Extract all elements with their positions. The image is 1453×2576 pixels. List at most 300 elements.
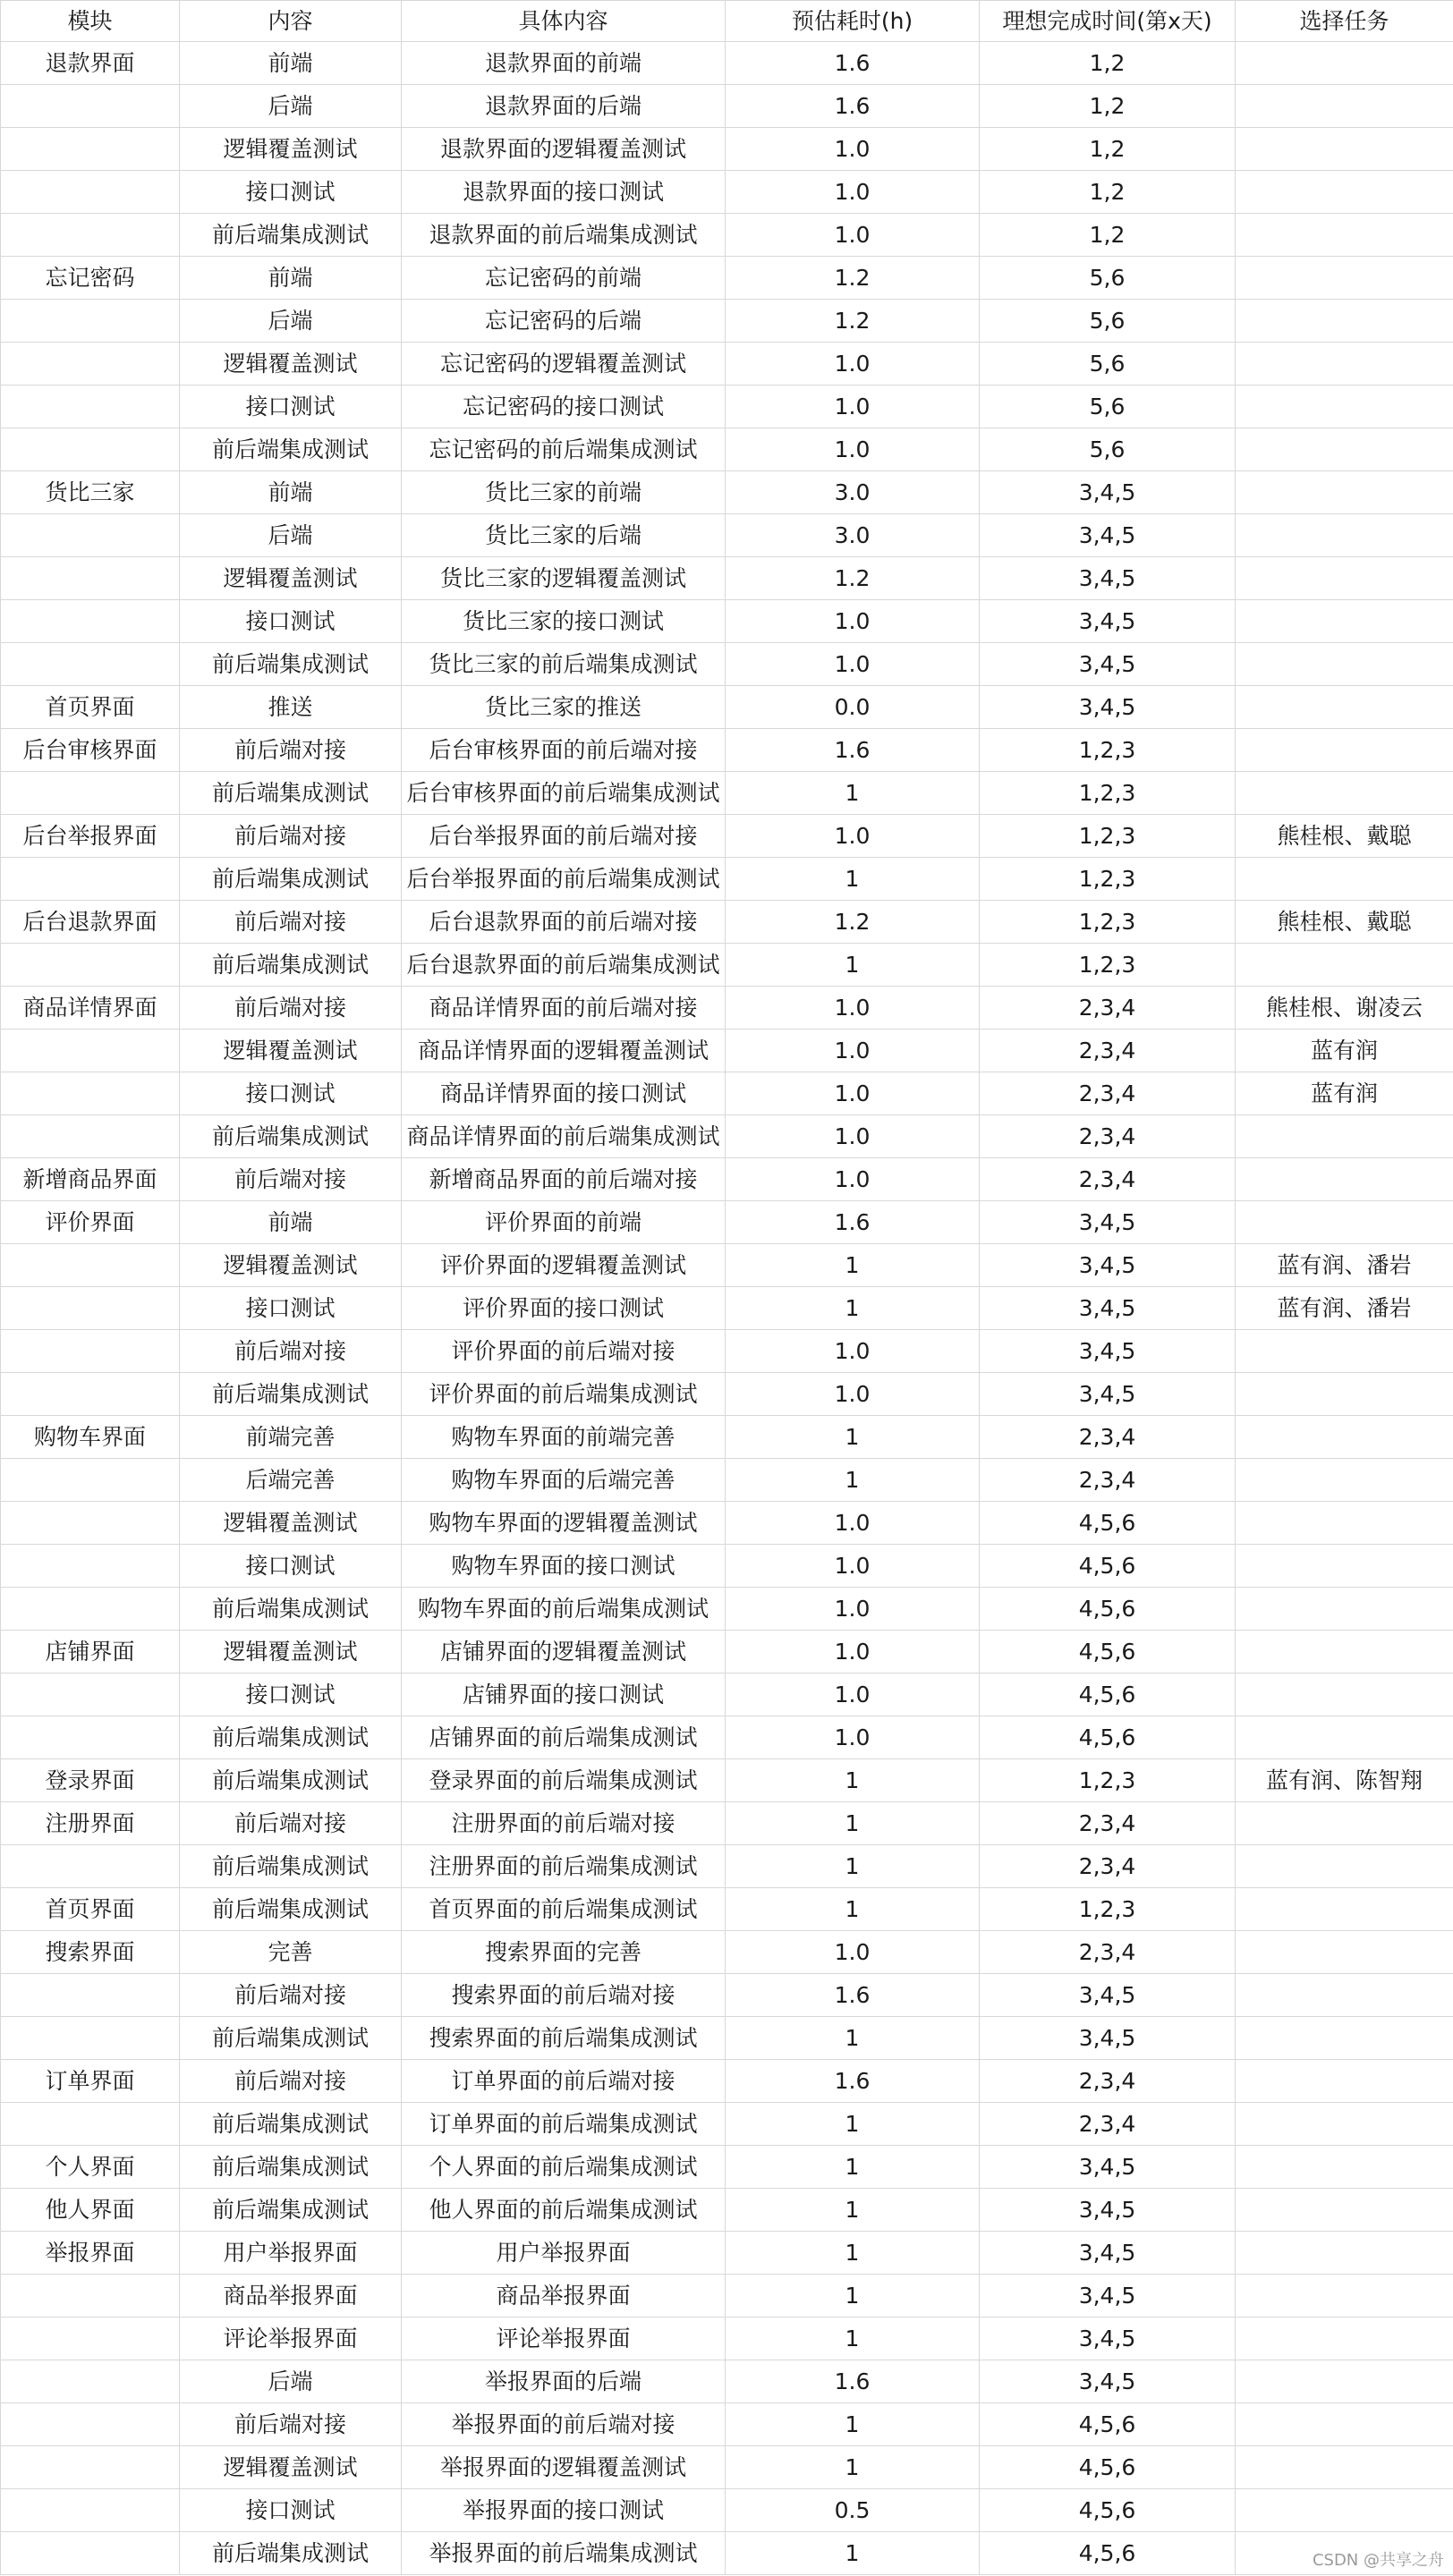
cell-assignees[interactable] xyxy=(1236,2103,1453,2146)
cell-estimated-hours[interactable]: 1.0 xyxy=(726,1072,980,1115)
cell-assignees[interactable] xyxy=(1236,1545,1453,1588)
cell-detail[interactable]: 搜索界面的完善 xyxy=(402,1931,726,1974)
cell-assignees[interactable] xyxy=(1236,471,1453,514)
cell-assignees[interactable] xyxy=(1236,1674,1453,1716)
cell-module[interactable]: 后台举报界面 xyxy=(1,815,180,858)
cell-assignees[interactable] xyxy=(1236,2060,1453,2103)
cell-module[interactable] xyxy=(1,557,180,600)
cell-module[interactable] xyxy=(1,858,180,901)
cell-target-days[interactable]: 1,2,3 xyxy=(980,815,1236,858)
cell-module[interactable] xyxy=(1,2275,180,2318)
cell-target-days[interactable]: 5,6 xyxy=(980,257,1236,300)
cell-estimated-hours[interactable]: 1.0 xyxy=(726,1373,980,1416)
cell-assignees[interactable] xyxy=(1236,300,1453,343)
cell-module[interactable]: 他人界面 xyxy=(1,2189,180,2232)
cell-detail[interactable]: 店铺界面的逻辑覆盖测试 xyxy=(402,1631,726,1674)
cell-assignees[interactable] xyxy=(1236,1802,1453,1845)
cell-estimated-hours[interactable]: 1 xyxy=(726,2189,980,2232)
cell-content[interactable]: 前端完善 xyxy=(180,1416,402,1459)
cell-estimated-hours[interactable]: 1.0 xyxy=(726,1502,980,1545)
cell-detail[interactable]: 商品详情界面的逻辑覆盖测试 xyxy=(402,1030,726,1072)
cell-estimated-hours[interactable]: 1.2 xyxy=(726,901,980,944)
cell-estimated-hours[interactable]: 1.6 xyxy=(726,1974,980,2017)
cell-module[interactable] xyxy=(1,300,180,343)
cell-content[interactable]: 接口测试 xyxy=(180,386,402,428)
cell-detail[interactable]: 购物车界面的前后端集成测试 xyxy=(402,1588,726,1631)
cell-content[interactable]: 前后端集成测试 xyxy=(180,1373,402,1416)
cell-content[interactable]: 商品举报界面 xyxy=(180,2275,402,2318)
cell-assignees[interactable] xyxy=(1236,1631,1453,1674)
cell-detail[interactable]: 忘记密码的前端 xyxy=(402,257,726,300)
cell-detail[interactable]: 评价界面的前后端集成测试 xyxy=(402,1373,726,1416)
cell-module[interactable] xyxy=(1,1072,180,1115)
cell-content[interactable]: 前端 xyxy=(180,257,402,300)
cell-content[interactable]: 接口测试 xyxy=(180,1287,402,1330)
cell-detail[interactable]: 评论举报界面 xyxy=(402,2318,726,2360)
cell-assignees[interactable] xyxy=(1236,214,1453,257)
cell-module[interactable]: 退款界面 xyxy=(1,42,180,85)
cell-estimated-hours[interactable]: 1.0 xyxy=(726,815,980,858)
cell-module[interactable] xyxy=(1,2360,180,2403)
cell-detail[interactable]: 购物车界面的接口测试 xyxy=(402,1545,726,1588)
cell-estimated-hours[interactable]: 1.0 xyxy=(726,1931,980,1974)
cell-detail[interactable]: 注册界面的前后端对接 xyxy=(402,1802,726,1845)
cell-target-days[interactable]: 4,5,6 xyxy=(980,1545,1236,1588)
cell-target-days[interactable]: 1,2,3 xyxy=(980,1759,1236,1802)
cell-content[interactable]: 前后端集成测试 xyxy=(180,772,402,815)
cell-estimated-hours[interactable]: 1.0 xyxy=(726,1115,980,1158)
cell-estimated-hours[interactable]: 1.0 xyxy=(726,171,980,214)
cell-detail[interactable]: 他人界面的前后端集成测试 xyxy=(402,2189,726,2232)
cell-assignees[interactable] xyxy=(1236,643,1453,686)
cell-estimated-hours[interactable]: 1.0 xyxy=(726,386,980,428)
cell-content[interactable]: 后端 xyxy=(180,2360,402,2403)
cell-assignees[interactable] xyxy=(1236,2189,1453,2232)
cell-target-days[interactable]: 3,4,5 xyxy=(980,2017,1236,2060)
cell-detail[interactable]: 搜索界面的前后端集成测试 xyxy=(402,2017,726,2060)
cell-content[interactable]: 逻辑覆盖测试 xyxy=(180,557,402,600)
cell-estimated-hours[interactable]: 1.0 xyxy=(726,428,980,471)
cell-estimated-hours[interactable]: 1 xyxy=(726,2403,980,2446)
cell-estimated-hours[interactable]: 1 xyxy=(726,1802,980,1845)
cell-assignees[interactable] xyxy=(1236,428,1453,471)
cell-estimated-hours[interactable]: 1.6 xyxy=(726,2060,980,2103)
cell-assignees[interactable] xyxy=(1236,1201,1453,1244)
cell-module[interactable] xyxy=(1,2103,180,2146)
cell-content[interactable]: 前后端集成测试 xyxy=(180,944,402,987)
cell-target-days[interactable]: 1,2 xyxy=(980,128,1236,171)
cell-estimated-hours[interactable]: 1.6 xyxy=(726,1201,980,1244)
cell-module[interactable]: 首页界面 xyxy=(1,686,180,729)
cell-estimated-hours[interactable]: 1 xyxy=(726,2232,980,2275)
cell-target-days[interactable]: 3,4,5 xyxy=(980,1287,1236,1330)
cell-target-days[interactable]: 1,2,3 xyxy=(980,772,1236,815)
cell-target-days[interactable]: 2,3,4 xyxy=(980,987,1236,1030)
cell-detail[interactable]: 退款界面的接口测试 xyxy=(402,171,726,214)
cell-module[interactable]: 商品详情界面 xyxy=(1,987,180,1030)
cell-assignees[interactable] xyxy=(1236,1502,1453,1545)
cell-detail[interactable]: 货比三家的后端 xyxy=(402,514,726,557)
cell-module[interactable]: 忘记密码 xyxy=(1,257,180,300)
cell-assignees[interactable] xyxy=(1236,1716,1453,1759)
cell-content[interactable]: 前后端集成测试 xyxy=(180,1845,402,1888)
cell-module[interactable] xyxy=(1,1674,180,1716)
cell-assignees[interactable] xyxy=(1236,1158,1453,1201)
cell-estimated-hours[interactable]: 1.6 xyxy=(726,42,980,85)
cell-assignees[interactable] xyxy=(1236,514,1453,557)
cell-estimated-hours[interactable]: 1.0 xyxy=(726,343,980,386)
cell-assignees[interactable] xyxy=(1236,2446,1453,2489)
cell-target-days[interactable]: 5,6 xyxy=(980,428,1236,471)
cell-target-days[interactable]: 2,3,4 xyxy=(980,1115,1236,1158)
cell-content[interactable]: 前后端对接 xyxy=(180,1802,402,1845)
cell-assignees[interactable] xyxy=(1236,1931,1453,1974)
cell-module[interactable] xyxy=(1,1030,180,1072)
cell-assignees[interactable] xyxy=(1236,1459,1453,1502)
cell-detail[interactable]: 忘记密码的前后端集成测试 xyxy=(402,428,726,471)
cell-module[interactable]: 新增商品界面 xyxy=(1,1158,180,1201)
cell-module[interactable] xyxy=(1,2318,180,2360)
cell-target-days[interactable]: 2,3,4 xyxy=(980,1158,1236,1201)
cell-detail[interactable]: 退款界面的后端 xyxy=(402,85,726,128)
cell-assignees[interactable]: 熊桂根、谢凌云 xyxy=(1236,987,1453,1030)
cell-target-days[interactable]: 2,3,4 xyxy=(980,2060,1236,2103)
cell-module[interactable] xyxy=(1,2532,180,2575)
cell-assignees[interactable] xyxy=(1236,1115,1453,1158)
cell-content[interactable]: 逻辑覆盖测试 xyxy=(180,1030,402,1072)
cell-detail[interactable]: 评价界面的前后端对接 xyxy=(402,1330,726,1373)
cell-detail[interactable]: 购物车界面的逻辑覆盖测试 xyxy=(402,1502,726,1545)
cell-estimated-hours[interactable]: 1.0 xyxy=(726,1330,980,1373)
cell-module[interactable]: 登录界面 xyxy=(1,1759,180,1802)
cell-target-days[interactable]: 3,4,5 xyxy=(980,1330,1236,1373)
cell-target-days[interactable]: 2,3,4 xyxy=(980,1072,1236,1115)
cell-target-days[interactable]: 3,4,5 xyxy=(980,600,1236,643)
cell-target-days[interactable]: 4,5,6 xyxy=(980,1674,1236,1716)
cell-estimated-hours[interactable]: 1 xyxy=(726,1244,980,1287)
cell-estimated-hours[interactable]: 1 xyxy=(726,944,980,987)
cell-detail[interactable]: 商品详情界面的前后端对接 xyxy=(402,987,726,1030)
cell-module[interactable]: 后台审核界面 xyxy=(1,729,180,772)
cell-content[interactable]: 前端 xyxy=(180,1201,402,1244)
cell-target-days[interactable]: 4,5,6 xyxy=(980,2446,1236,2489)
cell-module[interactable] xyxy=(1,2017,180,2060)
cell-module[interactable] xyxy=(1,1588,180,1631)
cell-module[interactable] xyxy=(1,1845,180,1888)
cell-estimated-hours[interactable]: 1.0 xyxy=(726,600,980,643)
cell-assignees[interactable] xyxy=(1236,600,1453,643)
cell-estimated-hours[interactable]: 3.0 xyxy=(726,514,980,557)
cell-module[interactable]: 注册界面 xyxy=(1,1802,180,1845)
cell-target-days[interactable]: 1,2,3 xyxy=(980,1888,1236,1931)
cell-detail[interactable]: 商品举报界面 xyxy=(402,2275,726,2318)
cell-target-days[interactable]: 2,3,4 xyxy=(980,1416,1236,1459)
cell-module[interactable] xyxy=(1,1244,180,1287)
cell-estimated-hours[interactable]: 1.0 xyxy=(726,214,980,257)
cell-module[interactable]: 后台退款界面 xyxy=(1,901,180,944)
cell-content[interactable]: 前端 xyxy=(180,471,402,514)
cell-target-days[interactable]: 3,4,5 xyxy=(980,1201,1236,1244)
cell-assignees[interactable] xyxy=(1236,2275,1453,2318)
cell-estimated-hours[interactable]: 1 xyxy=(726,858,980,901)
cell-content[interactable]: 后端 xyxy=(180,85,402,128)
cell-detail[interactable]: 购物车界面的前端完善 xyxy=(402,1416,726,1459)
cell-content[interactable]: 前后端集成测试 xyxy=(180,214,402,257)
cell-target-days[interactable]: 1,2 xyxy=(980,171,1236,214)
cell-target-days[interactable]: 2,3,4 xyxy=(980,1802,1236,1845)
cell-estimated-hours[interactable]: 1.0 xyxy=(726,643,980,686)
cell-assignees[interactable]: 蓝有润、潘岩 xyxy=(1236,1244,1453,1287)
cell-detail[interactable]: 举报界面的接口测试 xyxy=(402,2489,726,2532)
cell-detail[interactable]: 后台举报界面的前后端对接 xyxy=(402,815,726,858)
cell-detail[interactable]: 货比三家的前后端集成测试 xyxy=(402,643,726,686)
cell-content[interactable]: 前后端集成测试 xyxy=(180,428,402,471)
cell-target-days[interactable]: 4,5,6 xyxy=(980,2403,1236,2446)
cell-module[interactable] xyxy=(1,1115,180,1158)
cell-detail[interactable]: 新增商品界面的前后端对接 xyxy=(402,1158,726,1201)
cell-estimated-hours[interactable]: 0.5 xyxy=(726,2489,980,2532)
cell-content[interactable]: 前后端集成测试 xyxy=(180,1888,402,1931)
cell-assignees[interactable] xyxy=(1236,1888,1453,1931)
cell-assignees[interactable] xyxy=(1236,343,1453,386)
cell-content[interactable]: 前后端对接 xyxy=(180,1330,402,1373)
cell-content[interactable]: 前后端集成测试 xyxy=(180,1588,402,1631)
cell-detail[interactable]: 登录界面的前后端集成测试 xyxy=(402,1759,726,1802)
cell-target-days[interactable]: 5,6 xyxy=(980,386,1236,428)
cell-estimated-hours[interactable]: 1 xyxy=(726,1287,980,1330)
cell-target-days[interactable]: 3,4,5 xyxy=(980,643,1236,686)
cell-assignees[interactable]: 蓝有润 xyxy=(1236,1072,1453,1115)
cell-detail[interactable]: 退款界面的逻辑覆盖测试 xyxy=(402,128,726,171)
cell-detail[interactable]: 订单界面的前后端集成测试 xyxy=(402,2103,726,2146)
cell-content[interactable]: 逻辑覆盖测试 xyxy=(180,2446,402,2489)
cell-estimated-hours[interactable]: 1 xyxy=(726,1416,980,1459)
cell-target-days[interactable]: 4,5,6 xyxy=(980,1588,1236,1631)
cell-content[interactable]: 前后端集成测试 xyxy=(180,858,402,901)
cell-assignees[interactable] xyxy=(1236,2403,1453,2446)
cell-estimated-hours[interactable]: 1 xyxy=(726,1459,980,1502)
cell-estimated-hours[interactable]: 1 xyxy=(726,772,980,815)
cell-target-days[interactable]: 3,4,5 xyxy=(980,2318,1236,2360)
cell-detail[interactable]: 货比三家的逻辑覆盖测试 xyxy=(402,557,726,600)
cell-module[interactable]: 首页界面 xyxy=(1,1888,180,1931)
cell-detail[interactable]: 后台举报界面的前后端集成测试 xyxy=(402,858,726,901)
cell-estimated-hours[interactable]: 1.2 xyxy=(726,557,980,600)
cell-assignees[interactable] xyxy=(1236,85,1453,128)
cell-content[interactable]: 完善 xyxy=(180,1931,402,1974)
cell-estimated-hours[interactable]: 1.0 xyxy=(726,987,980,1030)
cell-detail[interactable]: 店铺界面的前后端集成测试 xyxy=(402,1716,726,1759)
cell-target-days[interactable]: 3,4,5 xyxy=(980,2189,1236,2232)
cell-estimated-hours[interactable]: 1.6 xyxy=(726,2360,980,2403)
cell-module[interactable] xyxy=(1,1545,180,1588)
cell-assignees[interactable] xyxy=(1236,729,1453,772)
cell-module[interactable] xyxy=(1,1716,180,1759)
cell-module[interactable]: 订单界面 xyxy=(1,2060,180,2103)
cell-detail[interactable]: 货比三家的接口测试 xyxy=(402,600,726,643)
cell-module[interactable]: 举报界面 xyxy=(1,2232,180,2275)
cell-detail[interactable]: 货比三家的推送 xyxy=(402,686,726,729)
cell-estimated-hours[interactable]: 1.0 xyxy=(726,1674,980,1716)
cell-target-days[interactable]: 3,4,5 xyxy=(980,2360,1236,2403)
cell-content[interactable]: 前后端集成测试 xyxy=(180,2146,402,2189)
cell-estimated-hours[interactable]: 1.6 xyxy=(726,85,980,128)
cell-assignees[interactable] xyxy=(1236,2489,1453,2532)
cell-content[interactable]: 前后端集成测试 xyxy=(180,2189,402,2232)
cell-assignees[interactable] xyxy=(1236,1330,1453,1373)
cell-content[interactable]: 接口测试 xyxy=(180,2489,402,2532)
cell-assignees[interactable] xyxy=(1236,2017,1453,2060)
cell-module[interactable] xyxy=(1,600,180,643)
cell-target-days[interactable]: 2,3,4 xyxy=(980,1931,1236,1974)
cell-module[interactable] xyxy=(1,386,180,428)
cell-content[interactable]: 推送 xyxy=(180,686,402,729)
cell-content[interactable]: 前后端对接 xyxy=(180,729,402,772)
cell-detail[interactable]: 货比三家的前端 xyxy=(402,471,726,514)
cell-detail[interactable]: 举报界面的前后端集成测试 xyxy=(402,2532,726,2575)
cell-estimated-hours[interactable]: 1.0 xyxy=(726,1716,980,1759)
cell-content[interactable]: 逻辑覆盖测试 xyxy=(180,343,402,386)
cell-assignees[interactable] xyxy=(1236,1845,1453,1888)
cell-detail[interactable]: 首页界面的前后端集成测试 xyxy=(402,1888,726,1931)
cell-module[interactable] xyxy=(1,428,180,471)
cell-module[interactable] xyxy=(1,2446,180,2489)
cell-target-days[interactable]: 3,4,5 xyxy=(980,1373,1236,1416)
cell-detail[interactable]: 个人界面的前后端集成测试 xyxy=(402,2146,726,2189)
cell-module[interactable] xyxy=(1,514,180,557)
cell-detail[interactable]: 忘记密码的后端 xyxy=(402,300,726,343)
cell-estimated-hours[interactable]: 1.0 xyxy=(726,1545,980,1588)
cell-target-days[interactable]: 1,2,3 xyxy=(980,944,1236,987)
cell-content[interactable]: 前后端集成测试 xyxy=(180,643,402,686)
cell-content[interactable]: 前后端对接 xyxy=(180,815,402,858)
cell-content[interactable]: 评论举报界面 xyxy=(180,2318,402,2360)
cell-estimated-hours[interactable]: 1.0 xyxy=(726,1158,980,1201)
cell-target-days[interactable]: 1,2 xyxy=(980,214,1236,257)
cell-content[interactable]: 前端 xyxy=(180,42,402,85)
cell-assignees[interactable] xyxy=(1236,257,1453,300)
cell-target-days[interactable]: 2,3,4 xyxy=(980,1459,1236,1502)
cell-content[interactable]: 逻辑覆盖测试 xyxy=(180,128,402,171)
cell-target-days[interactable]: 1,2,3 xyxy=(980,729,1236,772)
cell-content[interactable]: 接口测试 xyxy=(180,600,402,643)
cell-content[interactable]: 前后端集成测试 xyxy=(180,1759,402,1802)
cell-module[interactable] xyxy=(1,85,180,128)
cell-assignees[interactable]: 蓝有润 xyxy=(1236,1030,1453,1072)
cell-content[interactable]: 前后端集成测试 xyxy=(180,2017,402,2060)
cell-target-days[interactable]: 3,4,5 xyxy=(980,514,1236,557)
cell-detail[interactable]: 注册界面的前后端集成测试 xyxy=(402,1845,726,1888)
cell-estimated-hours[interactable]: 1 xyxy=(726,1888,980,1931)
cell-estimated-hours[interactable]: 1 xyxy=(726,2275,980,2318)
cell-content[interactable]: 接口测试 xyxy=(180,1674,402,1716)
cell-estimated-hours[interactable]: 1 xyxy=(726,1759,980,1802)
cell-content[interactable]: 用户举报界面 xyxy=(180,2232,402,2275)
cell-detail[interactable]: 忘记密码的接口测试 xyxy=(402,386,726,428)
cell-assignees[interactable]: 熊桂根、戴聪 xyxy=(1236,815,1453,858)
cell-module[interactable]: 货比三家 xyxy=(1,471,180,514)
cell-assignees[interactable] xyxy=(1236,386,1453,428)
cell-module[interactable] xyxy=(1,171,180,214)
cell-detail[interactable]: 购物车界面的后端完善 xyxy=(402,1459,726,1502)
cell-detail[interactable]: 后台审核界面的前后端集成测试 xyxy=(402,772,726,815)
cell-target-days[interactable]: 1,2,3 xyxy=(980,901,1236,944)
cell-detail[interactable]: 商品详情界面的前后端集成测试 xyxy=(402,1115,726,1158)
cell-module[interactable] xyxy=(1,343,180,386)
cell-estimated-hours[interactable]: 1.2 xyxy=(726,257,980,300)
cell-target-days[interactable]: 2,3,4 xyxy=(980,2103,1236,2146)
cell-detail[interactable]: 商品详情界面的接口测试 xyxy=(402,1072,726,1115)
cell-detail[interactable]: 评价界面的接口测试 xyxy=(402,1287,726,1330)
cell-target-days[interactable]: 4,5,6 xyxy=(980,1502,1236,1545)
cell-content[interactable]: 前后端对接 xyxy=(180,1158,402,1201)
cell-assignees[interactable] xyxy=(1236,557,1453,600)
cell-module[interactable] xyxy=(1,1373,180,1416)
cell-assignees[interactable] xyxy=(1236,1373,1453,1416)
cell-assignees[interactable] xyxy=(1236,1588,1453,1631)
cell-detail[interactable]: 举报界面的前后端对接 xyxy=(402,2403,726,2446)
cell-assignees[interactable] xyxy=(1236,772,1453,815)
cell-content[interactable]: 后端 xyxy=(180,300,402,343)
cell-content[interactable]: 前后端对接 xyxy=(180,2060,402,2103)
cell-target-days[interactable]: 3,4,5 xyxy=(980,1974,1236,2017)
cell-estimated-hours[interactable]: 1 xyxy=(726,2446,980,2489)
cell-content[interactable]: 前后端集成测试 xyxy=(180,2103,402,2146)
cell-content[interactable]: 前后端对接 xyxy=(180,901,402,944)
cell-detail[interactable]: 评价界面的逻辑覆盖测试 xyxy=(402,1244,726,1287)
cell-target-days[interactable]: 3,4,5 xyxy=(980,471,1236,514)
cell-detail[interactable]: 后台退款界面的前后端集成测试 xyxy=(402,944,726,987)
cell-estimated-hours[interactable]: 1.0 xyxy=(726,1030,980,1072)
cell-module[interactable]: 购物车界面 xyxy=(1,1416,180,1459)
cell-module[interactable] xyxy=(1,1330,180,1373)
cell-detail[interactable]: 订单界面的前后端对接 xyxy=(402,2060,726,2103)
cell-detail[interactable]: 后台审核界面的前后端对接 xyxy=(402,729,726,772)
cell-target-days[interactable]: 3,4,5 xyxy=(980,686,1236,729)
cell-estimated-hours[interactable]: 1 xyxy=(726,2532,980,2575)
cell-content[interactable]: 前后端对接 xyxy=(180,1974,402,2017)
cell-assignees[interactable] xyxy=(1236,171,1453,214)
cell-content[interactable]: 前后端集成测试 xyxy=(180,1115,402,1158)
cell-detail[interactable]: 退款界面的前端 xyxy=(402,42,726,85)
cell-assignees[interactable] xyxy=(1236,2146,1453,2189)
cell-estimated-hours[interactable]: 1.6 xyxy=(726,729,980,772)
cell-content[interactable]: 前后端集成测试 xyxy=(180,2532,402,2575)
cell-detail[interactable]: 用户举报界面 xyxy=(402,2232,726,2275)
cell-module[interactable]: 店铺界面 xyxy=(1,1631,180,1674)
cell-target-days[interactable]: 1,2 xyxy=(980,42,1236,85)
cell-target-days[interactable]: 3,4,5 xyxy=(980,2146,1236,2189)
cell-estimated-hours[interactable]: 1.0 xyxy=(726,128,980,171)
cell-target-days[interactable]: 1,2,3 xyxy=(980,858,1236,901)
cell-assignees[interactable] xyxy=(1236,944,1453,987)
cell-target-days[interactable]: 4,5,6 xyxy=(980,1631,1236,1674)
cell-content[interactable]: 逻辑覆盖测试 xyxy=(180,1502,402,1545)
cell-estimated-hours[interactable]: 1 xyxy=(726,2017,980,2060)
cell-assignees[interactable] xyxy=(1236,686,1453,729)
cell-estimated-hours[interactable]: 1 xyxy=(726,1845,980,1888)
cell-content[interactable]: 前后端集成测试 xyxy=(180,1716,402,1759)
cell-detail[interactable]: 店铺界面的接口测试 xyxy=(402,1674,726,1716)
cell-target-days[interactable]: 3,4,5 xyxy=(980,2275,1236,2318)
cell-module[interactable] xyxy=(1,1502,180,1545)
cell-content[interactable]: 逻辑覆盖测试 xyxy=(180,1244,402,1287)
cell-module[interactable] xyxy=(1,1459,180,1502)
cell-target-days[interactable]: 1,2 xyxy=(980,85,1236,128)
cell-assignees[interactable] xyxy=(1236,42,1453,85)
cell-content[interactable]: 后端 xyxy=(180,514,402,557)
cell-detail[interactable]: 举报界面的逻辑覆盖测试 xyxy=(402,2446,726,2489)
